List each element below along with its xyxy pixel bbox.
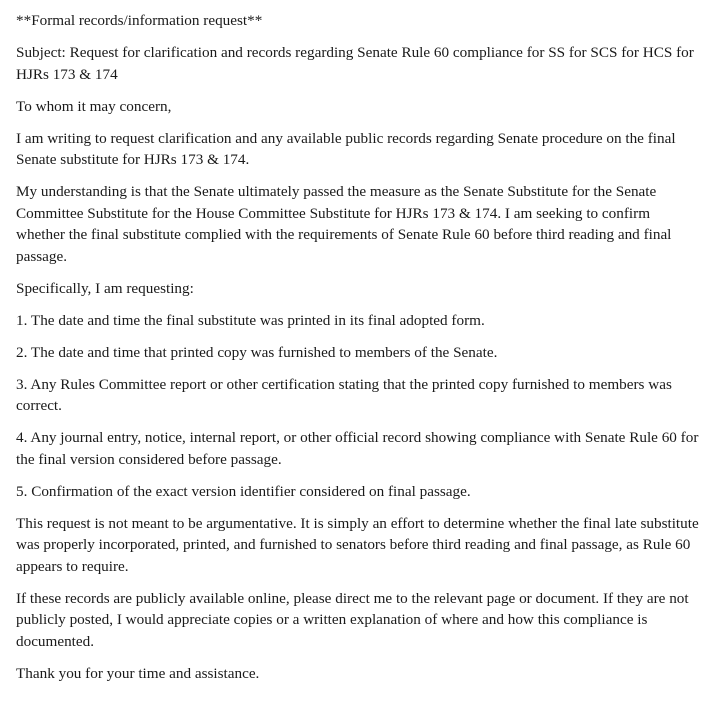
request-item-5: 5. Confirmation of the exact version identifier considered on final passage. (16, 482, 471, 500)
closing-line: Thank you for your time and assistance. (16, 664, 260, 682)
request-item-4: 4. Any journal entry, notice, internal report, or other official record showing compliance with Senate Rule 60 for the final version considered before passage. (16, 429, 699, 468)
subject-line: Subject: Request for clarification and records regarding Senate Rule 60 compliance for SS for SCS for HCS for HJRs 173 & 174 (16, 44, 694, 83)
understanding-paragraph: My understanding is that the Senate ultimately passed the measure as the Senate Substitute for the Senate Committee Substitute for the House Committee Substitute for HJRs 173 & 174. I am seeking to confirm whether the final substitute complied with the requirements of Senate Rule 60 before third reading and final passage. (16, 183, 672, 265)
availability-paragraph: If these records are publicly available online, please direct me to the relevant page or document. If they are not publicly posted, I would appreciate copies or a written explanation of where and how this compliance is documented. (16, 589, 689, 650)
request-item-1: 1. The date and time the final substitute was printed in its final adopted form. (16, 311, 485, 329)
letter-heading: **Formal records/information request** (16, 12, 263, 29)
purpose-paragraph: This request is not meant to be argumentative. It is simply an effort to determine whether the final late substitute was properly incorporated, printed, and furnished to senators before third reading and final passage, as Rule 60 appears to require. (16, 514, 699, 575)
salutation: To whom it may concern, (16, 97, 172, 115)
request-item-2: 2. The date and time that printed copy was furnished to members of the Senate. (16, 343, 498, 361)
request-letter (16, 10, 700, 695)
requesting-intro: Specifically, I am requesting: (16, 279, 194, 297)
intro-paragraph: I am writing to request clarification and any available public records regarding Senate procedure on the final Senate substitute for HJRs 173 & 174. (16, 129, 676, 168)
request-item-3: 3. Any Rules Committee report or other certification stating that the printed copy furnished to members was correct. (16, 375, 672, 414)
